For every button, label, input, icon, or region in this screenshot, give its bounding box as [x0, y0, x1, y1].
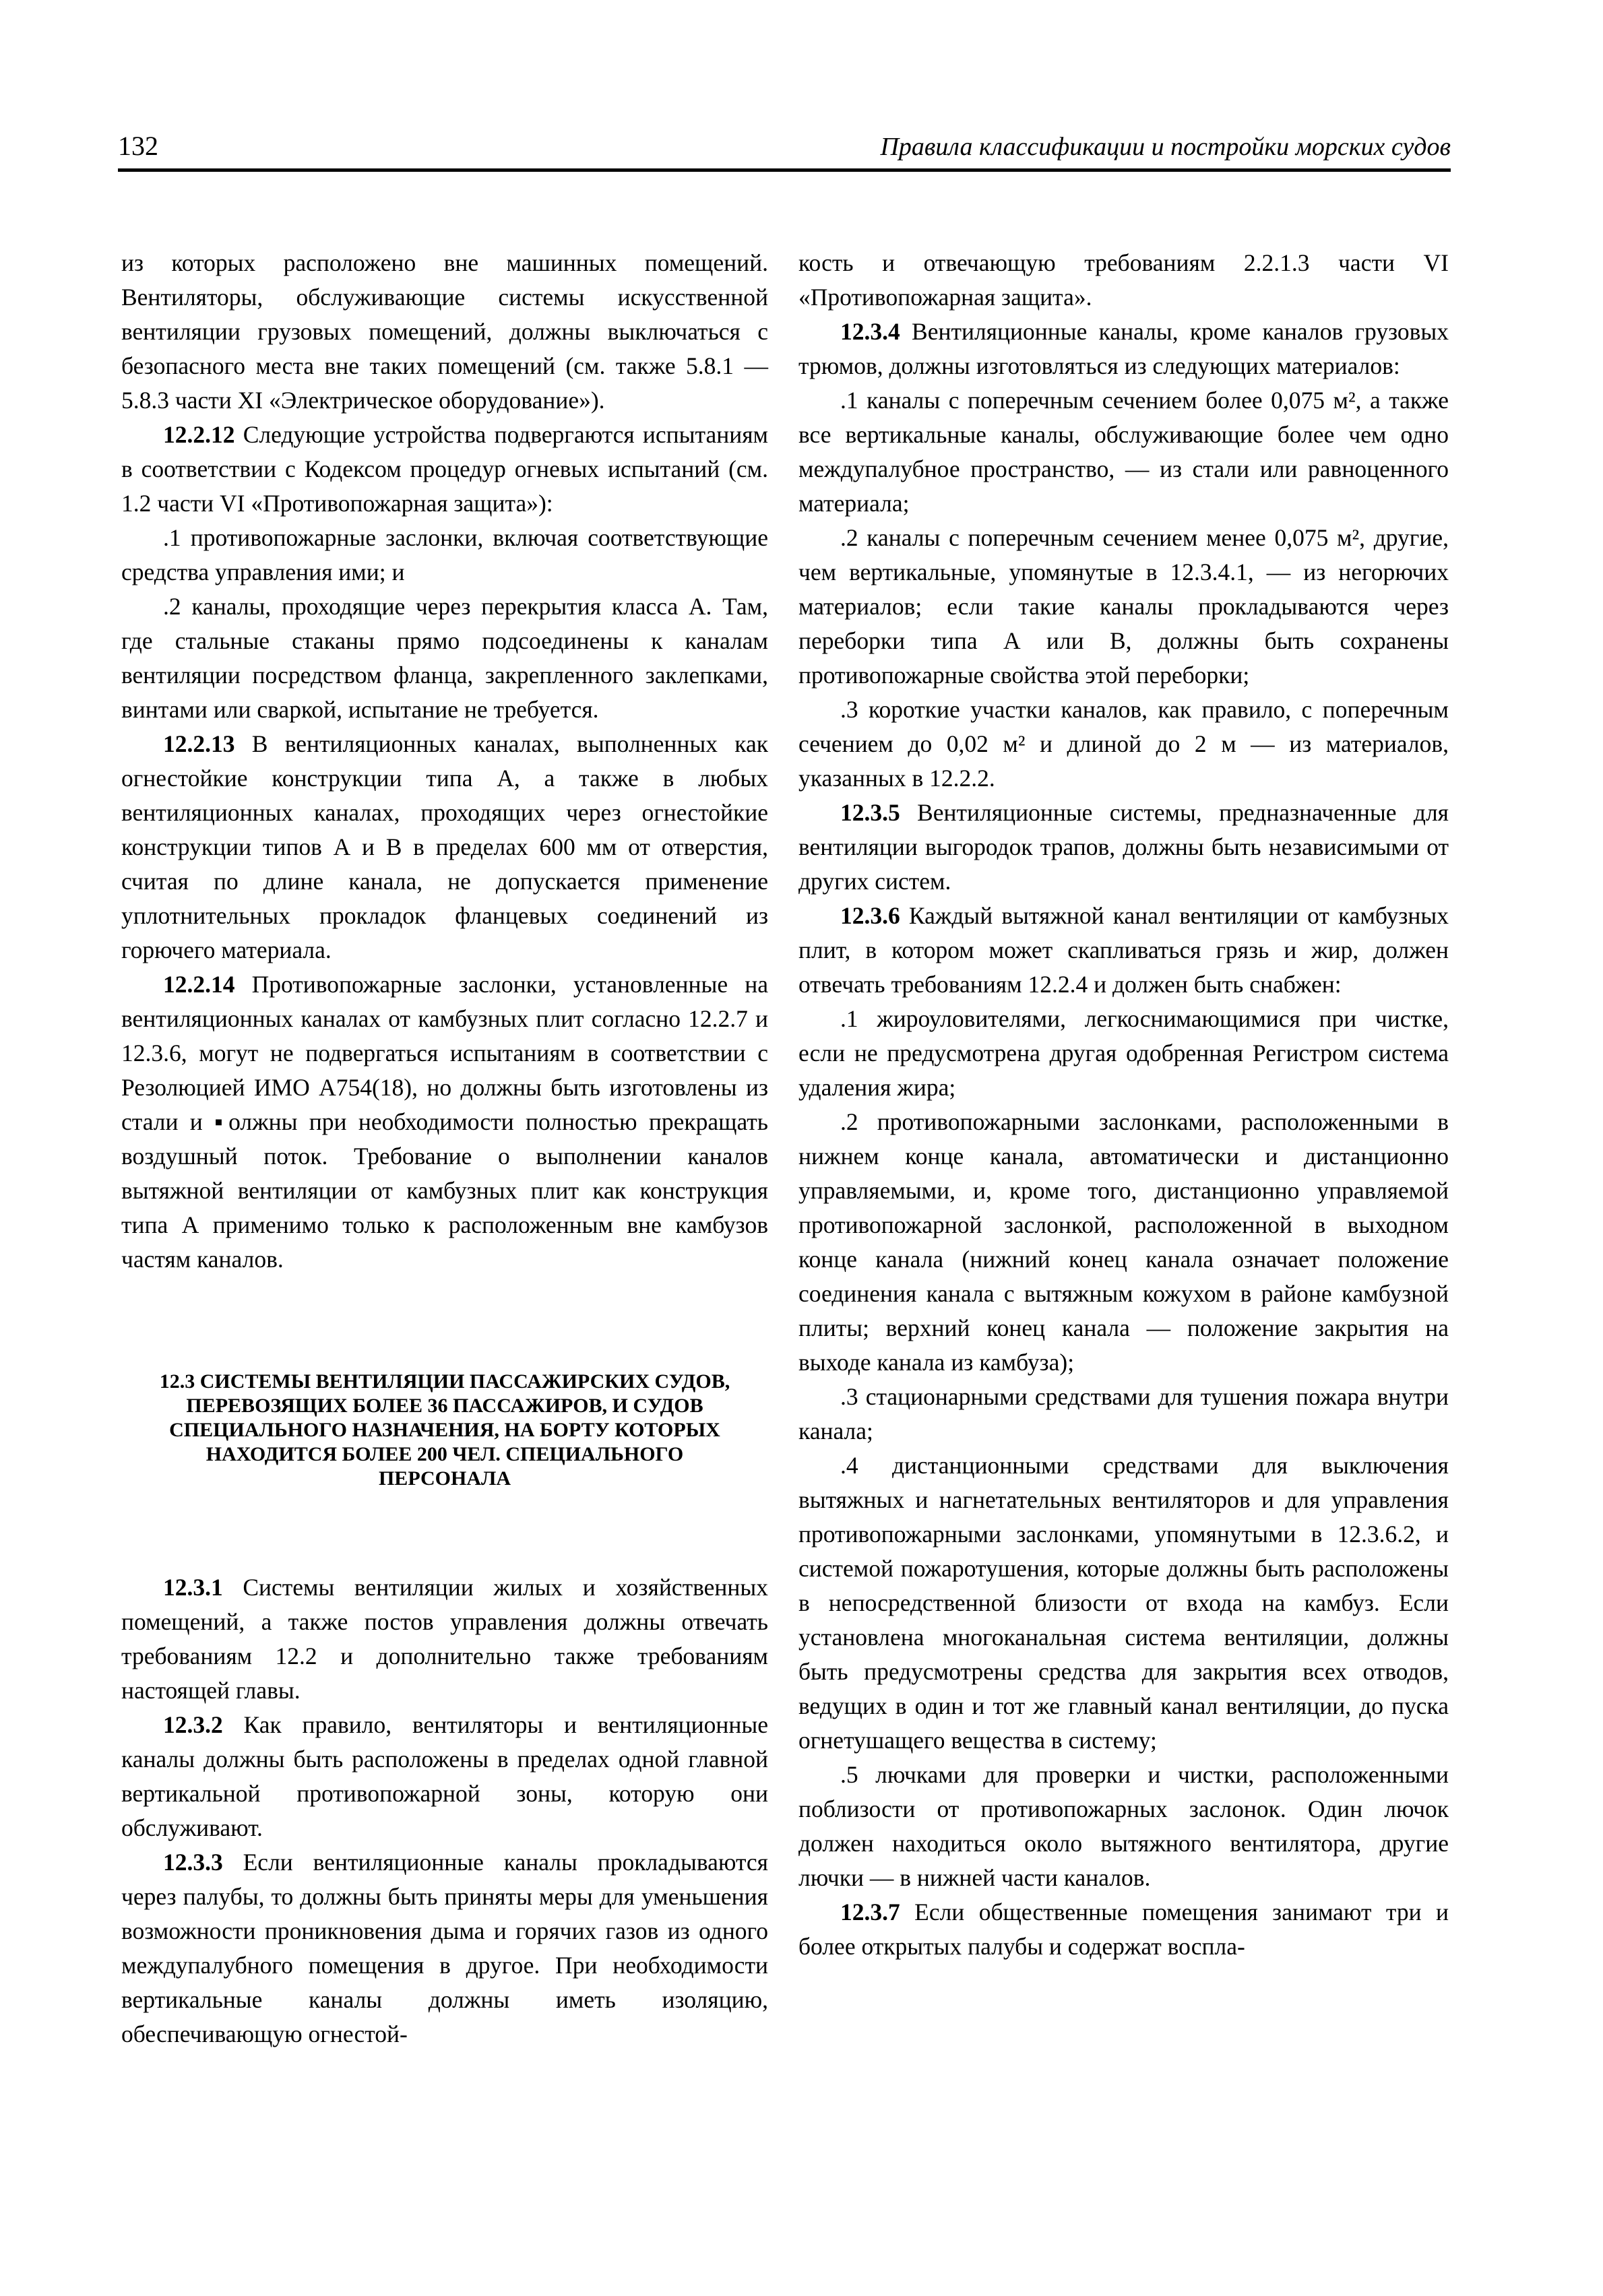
list-item: .2 противопожарными заслонками, расположенными в нижнем конце канала, автоматически и дистанционно управляемыми, и, кроме того, дистанционно управляемой противопожарной заслонкой, расположенной в выходном конце канала (нижний конец канала означает положение соединения канала с вытяжным кожухом в районе камбузной плиты; верхний конец канала — положение закрытия на выходе канала из камбуза); — [798, 1108, 1449, 1376]
clause-number: 12.2.13 — [163, 730, 235, 757]
paragraph — [798, 1895, 1449, 1964]
clause-text: Если общественные помещения занимают три и более открытых палубы и содержат воспла- — [798, 1899, 1449, 1960]
clause-text: Как правило, вентиляторы и вентиляционные каналы должны быть расположены в пределах одной главной вертикальной противопожарной зоны, которую они обслуживают. — [121, 1711, 768, 1841]
clause-number: 12.3.2 — [163, 1711, 223, 1738]
section-title: 12.3 СИСТЕМЫ ВЕНТИЛЯЦИИ ПАССАЖИРСКИХ СУДОВ, ПЕРЕВОЗЯЩИХ БОЛЕЕ 36 ПАССАЖИРОВ, И СУДОВ СПЕЦИАЛЬНОГО НАЗНАЧЕНИЯ, НА БОРТУ КОТОРЫХ НАХОДИТСЯ БОЛЕЕ 200 ЧЕЛ. СПЕЦИАЛЬНОГО ПЕРСОНАЛА — [159, 1370, 730, 1490]
list-item: .4 дистанционными средствами для выключения вытяжных и нагнетательных вентиляторов и для управления противопожарными заслонками, упомянутыми в 12.3.6.2, и системой пожаротушения, которые должны быть расположены в непосредственной близости от входа на камбуз. Если установлена многоканальная система вентиляции, должны быть предусмотрены средства для закрытия всех отводов, ведущих в один и тот же главный канал вентиляции, до пуска огнетушащего вещества в систему; — [798, 1452, 1449, 1754]
clause-text: Вентиляционные системы, предназначенные для вентиляции выгородок трапов, должны быть независимыми от других систем. — [798, 799, 1449, 895]
paragraph — [121, 967, 768, 1277]
running-title: Правила классификации и постройки морских судов — [880, 133, 1451, 161]
paragraph — [798, 796, 1449, 899]
clause-number: 12.2.12 — [163, 421, 235, 448]
clause-text: Вентиляционные каналы, кроме каналов грузовых трюмов, должны изготовляться из следующих материалов: — [798, 318, 1449, 379]
paragraph — [798, 899, 1449, 1002]
clause-number: 12.3.4 — [840, 318, 900, 345]
clause-number: 12.2.14 — [163, 971, 235, 998]
clause-text: Каждый вытяжной канал вентиляции от камбузных плит, в котором может скапливаться грязь и жир, должен отвечать требованиям 12.2.4 и должен быть снабжен: — [798, 902, 1449, 998]
left-column — [121, 246, 768, 2051]
paragraph — [121, 1570, 768, 1708]
clause-text: В вентиляционных каналах, выполненных как огнестойкие конструкции типа А, а также в любых вентиляционных каналах, проходящих через огнестойкие конструкции типов А и В в пределах 600 мм от отверстия, считая по длине канала, не допускается применение уплотнительных прокладок фланцевых соединений из горючего материала. — [121, 730, 768, 963]
paragraph — [121, 727, 768, 967]
clause-text: Если вентиляционные каналы прокладываются через палубы, то должны быть приняты меры для уменьшения возможности проникновения дыма и горячих газов из одного междупалубного помещения в другое. При необходимости вертикальные каналы должны иметь изоляцию, обеспечивающую огнестой- — [121, 1849, 768, 2047]
paragraph — [798, 315, 1449, 383]
list-item: .2 каналы, проходящие через перекрытия класса А. Там, где стальные стаканы прямо подсоединены к каналам вентиляции посредством фланца, закрепленного заклепками, винтами или сваркой, испытание не требуется. — [121, 593, 768, 723]
page-number: 132 — [118, 131, 158, 161]
right-column — [798, 246, 1449, 1964]
paragraph: из которых расположено вне машинных помещений. Вентиляторы, обслуживающие системы искусственной вентиляции грузовых помещений, должны выключаться с безопасного места вне таких помещений (см. также 5.8.1 — 5.8.3 части XI «Электрическое оборудование»). — [121, 249, 768, 414]
list-item: .1 противопожарные заслонки, включая соответствующие средства управления ими; и — [121, 524, 768, 585]
clause-text: Следующие устройства подвергаются испытаниям в соответствии с Кодексом процедур огневых испытаний (см. 1.2 части VI «Противопожарная защита»): — [121, 421, 768, 517]
list-item: .2 каналы с поперечным сечением менее 0,075 м², другие, чем вертикальные, упомянутые в 12.3.4.1, — из негорючих материалов; если такие каналы прокладываются через переборки типа А или В, должны быть сохранены противопожарные свойства этой переборки; — [798, 524, 1449, 689]
paragraph — [121, 1845, 768, 2051]
list-item: .3 стационарными средствами для тушения пожара внутри канала; — [798, 1383, 1449, 1444]
clause-number: 12.3.3 — [163, 1849, 223, 1876]
list-item: .1 каналы с поперечным сечением более 0,075 м², а также все вертикальные каналы, обслуживающие более чем одно междупалубное пространство, — из стали или равноценного материала; — [798, 387, 1449, 517]
clause-text: Противопожарные заслонки, установленные на вентиляционных каналах от камбузных плит согласно 12.2.7 и 12.3.6, могут не подвергаться испытаниям в соответствии с Резолюцией ИМО А754(18), но должны быть изготовлены из стали и ▪олжны при необходимости полностью прекращать воздушный поток. Требование о выполнении каналов вытяжной вентиляции от камбузных плит как конструкция типа А применимо только к расположенным вне камбузов частям каналов. — [121, 971, 768, 1273]
list-item: .3 короткие участки каналов, как правило, с поперечным сечением до 0,02 м² и длиной до 2 м — из материалов, указанных в 12.2.2. — [798, 696, 1449, 792]
clause-text: Системы вентиляции жилых и хозяйственных помещений, а также постов управления должны отвечать требованиям 12.2 и дополнительно также требованиям настоящей главы. — [121, 1574, 768, 1704]
paragraph — [121, 418, 768, 521]
clause-number: 12.3.7 — [840, 1899, 900, 1925]
clause-number: 12.3.5 — [840, 799, 900, 826]
page-header — [118, 127, 1451, 172]
list-item: .1 жироуловителями, легкоснимающимися при чистке, если не предусмотрена другая одобренная Регистром система удаления жира; — [798, 1005, 1449, 1101]
paragraph — [121, 1708, 768, 1845]
paragraph: кость и отвечающую требованиям 2.2.1.3 части VI «Противопожарная защита». — [798, 249, 1449, 311]
list-item: .5 лючками для проверки и чистки, расположенными поблизости от противопожарных заслонок. Один лючок должен находиться около вытяжного вентилятора, другие лючки — в нижней части каналов. — [798, 1761, 1449, 1891]
clause-number: 12.3.6 — [840, 902, 900, 929]
clause-number: 12.3.1 — [163, 1574, 223, 1601]
